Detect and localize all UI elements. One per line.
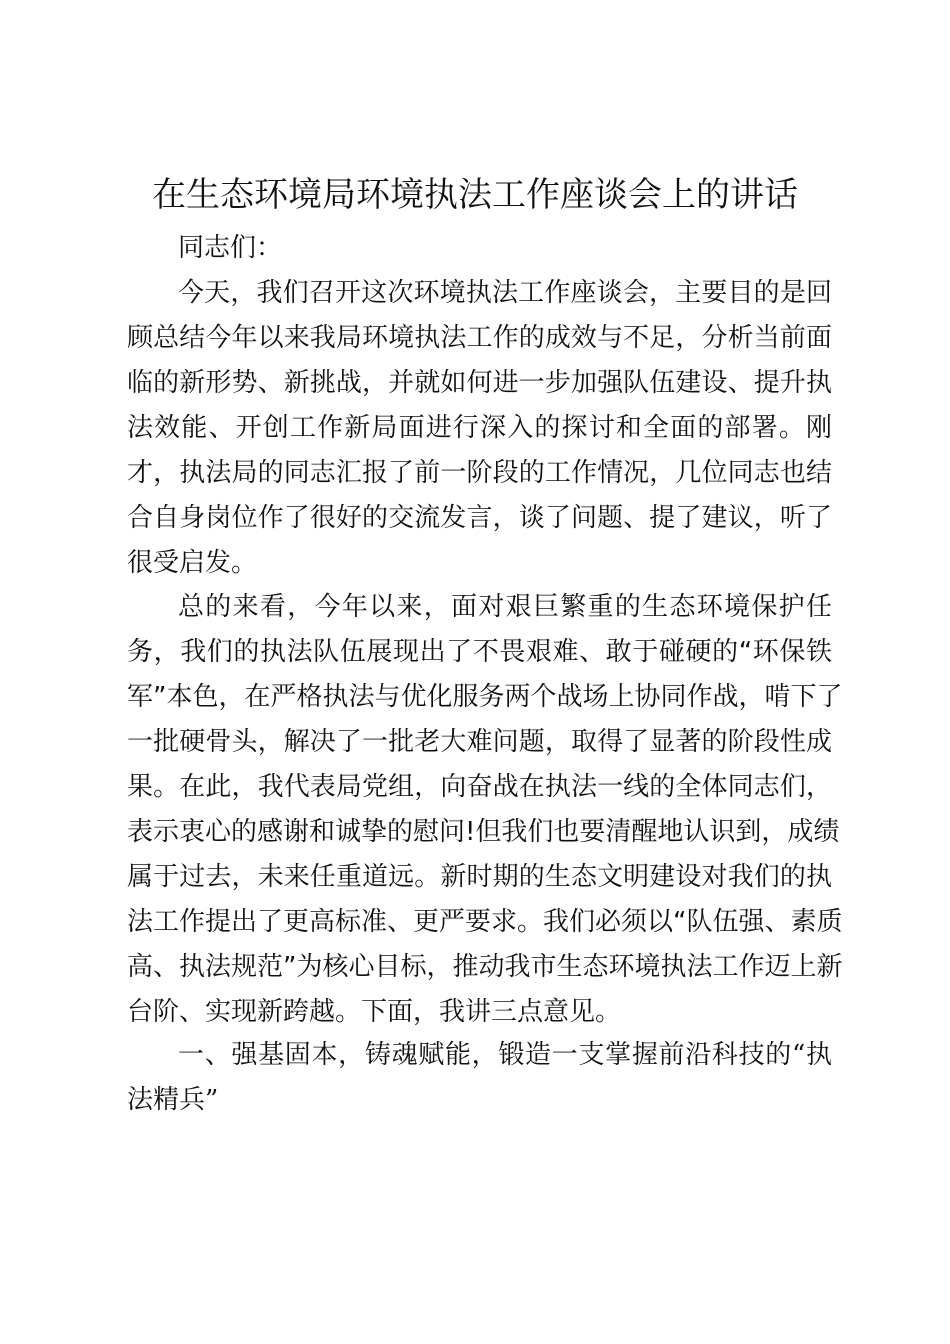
section-heading-line-1: 一、强基固本，铸魂赋能，锻造一支掌握前沿科技的“执 (178, 1040, 832, 1070)
paragraph-2-line-7: 属于过去，未来任重道远。新时期的生态文明建设对我们的执 (127, 862, 832, 892)
paragraph-1-line-2: 顾总结今年以来我局环境执法工作的成效与不足，分析当前面 (127, 323, 832, 353)
document-title: 在生态环境局环境执法工作座谈会上的讲话 (152, 175, 798, 215)
paragraph-1-line-6: 合自身岗位作了很好的交流发言，谈了问题、提了建议，听了 (127, 503, 832, 533)
paragraph-1-line-1: 今天，我们召开这次环境执法工作座谈会，主要目的是回 (178, 278, 832, 308)
paragraph-2-line-6: 表示衷心的感谢和诚挚的慰问!但我们也要清醒地认识到，成绩 (127, 817, 840, 847)
paragraph-2-line-2: 务，我们的执法队伍展现出了不畏艰难、敢于碰硬的“环保铁 (127, 637, 832, 667)
paragraph-2-line-9: 高、执法规范”为核心目标，推动我市生态环境执法工作迈上新 (127, 952, 843, 982)
paragraph-1-line-3: 临的新形势、新挑战，并就如何进一步加强队伍建设、提升执 (127, 368, 832, 398)
paragraph-2-line-1: 总的来看，今年以来，面对艰巨繁重的生态环境保护任 (178, 592, 832, 622)
paragraph-2-line-8: 法工作提出了更高标准、更严要求。我们必须以“队伍强、素质 (127, 907, 843, 937)
paragraph-1-line-4: 法效能、开创工作新局面进行深入的探讨和全面的部署。刚 (127, 413, 832, 443)
paragraph-2-line-5: 果。在此，我代表局党组，向奋战在执法一线的全体同志们， (127, 772, 832, 802)
paragraph-2-line-10: 台阶、实现新跨越。下面，我讲三点意见。 (127, 997, 622, 1027)
paragraph-2-line-4: 一批硬骨头，解决了一批老大难问题，取得了显著的阶段性成 (127, 727, 832, 757)
paragraph-1-line-5: 才，执法局的同志汇报了前一阶段的工作情况，几位同志也结 (127, 458, 832, 488)
section-heading-line-2: 法精兵” (127, 1085, 219, 1115)
paragraph-2-line-3: 军”本色，在严格执法与优化服务两个战场上协同作战，啃下了 (127, 682, 843, 712)
paragraph-1-line-7: 很受启发。 (127, 548, 258, 578)
salutation: 同志们： (178, 233, 283, 263)
